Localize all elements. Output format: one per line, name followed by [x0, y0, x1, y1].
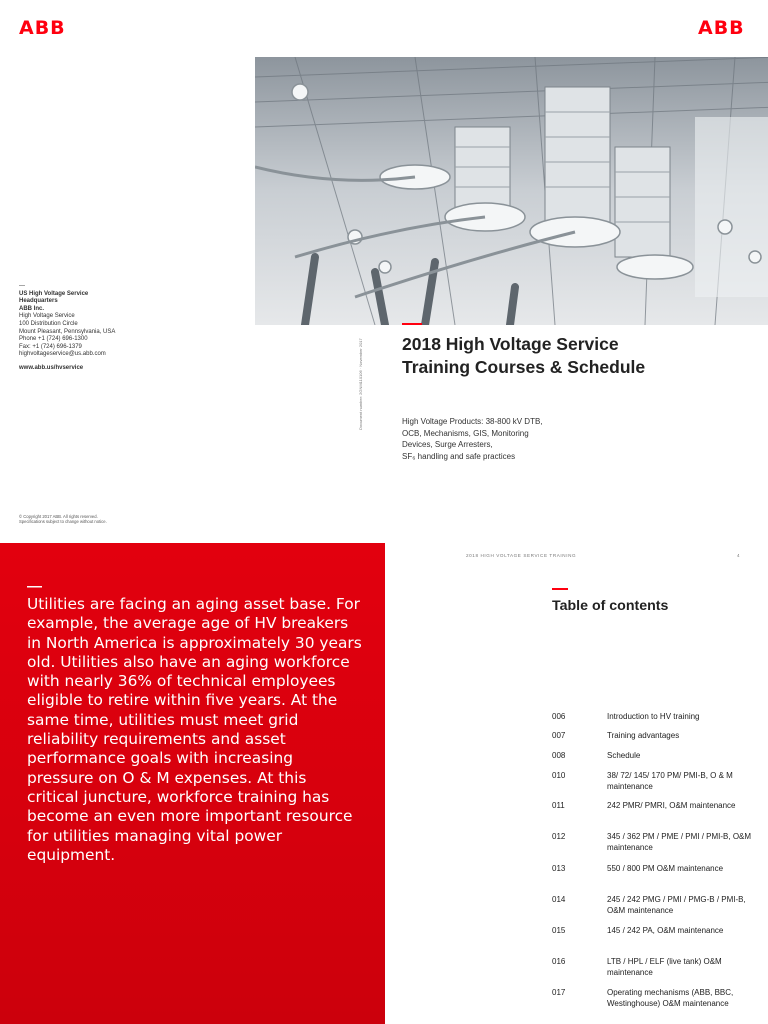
intro-dash: — — [27, 578, 42, 595]
products-line4: SF₆ handling and safe practices — [402, 451, 516, 461]
address-dept: High Voltage Service — [19, 313, 75, 320]
disclaimer-line: Specifications subject to change without notice. — [19, 519, 107, 524]
toc-accent-bar — [552, 588, 568, 590]
page-number: 4 — [737, 553, 740, 558]
address-phone: Phone +1 (724) 696-1300 — [19, 336, 88, 343]
toc-entry: LTB / HPL / ELF (live tank) O&M maintenance — [607, 957, 722, 977]
address-block — [19, 283, 219, 373]
cover-title-line2: Training Courses & Schedule — [402, 357, 646, 377]
address-hq: Headquarters — [19, 298, 58, 305]
toc-title: Table of contents — [552, 598, 669, 614]
title-accent-bar — [402, 323, 422, 325]
running-head: 2018 HIGH VOLTAGE SERVICE TRAINING — [466, 553, 577, 558]
address-fax: Fax: +1 (724) 696-1379 — [19, 343, 82, 350]
toc-page-number: 017 — [552, 988, 566, 997]
abb-logo-right: ABB — [698, 17, 745, 39]
toc-page-number: 010 — [552, 771, 566, 780]
toc-page-number: 011 — [552, 801, 565, 810]
toc-entry: 242 PMR/ PMRI, O&M maintenance — [607, 801, 736, 810]
address-email[interactable]: highvoltageservice@us.abb.com — [19, 351, 106, 358]
toc-entry: 145 / 242 PA, O&M maintenance — [607, 926, 724, 935]
address-dash: — — [19, 283, 25, 289]
high-voltage-hall-illustration — [255, 57, 768, 325]
address-company: ABB Inc. — [19, 305, 45, 312]
address-website[interactable]: www.abb.us/hvservice — [19, 364, 84, 371]
toc-entry: Schedule — [607, 751, 641, 760]
toc-entry: Introduction to HV training — [607, 712, 700, 721]
toc-entry: 550 / 800 PM O&M maintenance — [607, 864, 724, 873]
document-reference: Document number: 2GNM110106 · November 2017 — [358, 338, 363, 430]
toc-page-number: 015 — [552, 926, 566, 935]
products-list — [402, 416, 602, 462]
address-street: 100 Distribution Circle — [19, 320, 78, 327]
abb-logo-left: ABB — [19, 17, 66, 39]
cover-title — [402, 333, 762, 379]
address-org: US High Voltage Service — [19, 290, 89, 297]
toc-page-number: 013 — [552, 864, 566, 873]
copyright-note — [19, 514, 149, 524]
toc-entry: Training advantages — [607, 731, 680, 740]
products-line1: High Voltage Products: 38-800 kV DTB, — [402, 417, 543, 426]
toc-page-number: 006 — [552, 712, 566, 721]
copyright-line: © Copyright 2017 ABB. All rights reserved. — [19, 514, 98, 519]
toc-entry: 38/ 72/ 145/ 170 PM/ PMI-B, O & M maintenance — [607, 771, 733, 791]
toc-entry: Operating mechanisms (ABB, BBC, Westinghouse) O&M maintenance — [607, 988, 734, 1008]
toc-page-number: 016 — [552, 957, 566, 966]
toc-page-number: 008 — [552, 751, 566, 760]
toc-entry: 245 / 242 PMG / PMI / PMG-B / PMI-B, O&M maintenance — [607, 895, 746, 915]
toc-page-number: 014 — [552, 895, 566, 904]
toc-entry: 345 / 362 PM / PME / PMI / PMI-B, O&M maintenance — [607, 832, 752, 852]
hero-photo — [255, 57, 768, 325]
intro-text: Utilities are facing an aging asset base. For example, the average age of HV breakers in North America is approximately 30 years old. Utilities also have an aging workforce with nearly 36% of technical employees eligible to retire within five years. At the same time, utilities must meet grid reliability requirements and asset performance goals with increasing pressure on O & M expenses. At this critical juncture, workforce training has become an even more important resource for utilities managing vital power equipment. — [27, 595, 362, 864]
cover-title-line1: 2018 High Voltage Service — [402, 334, 619, 354]
toc-page-number: 007 — [552, 731, 566, 740]
products-line3: Devices, Surge Arresters, — [402, 440, 493, 449]
toc-page-number: 012 — [552, 832, 566, 841]
products-line2: OCB, Mechanisms, GIS, Monitoring — [402, 428, 529, 438]
address-city: Mount Pleasant, Pennsylvania, USA — [19, 328, 116, 335]
